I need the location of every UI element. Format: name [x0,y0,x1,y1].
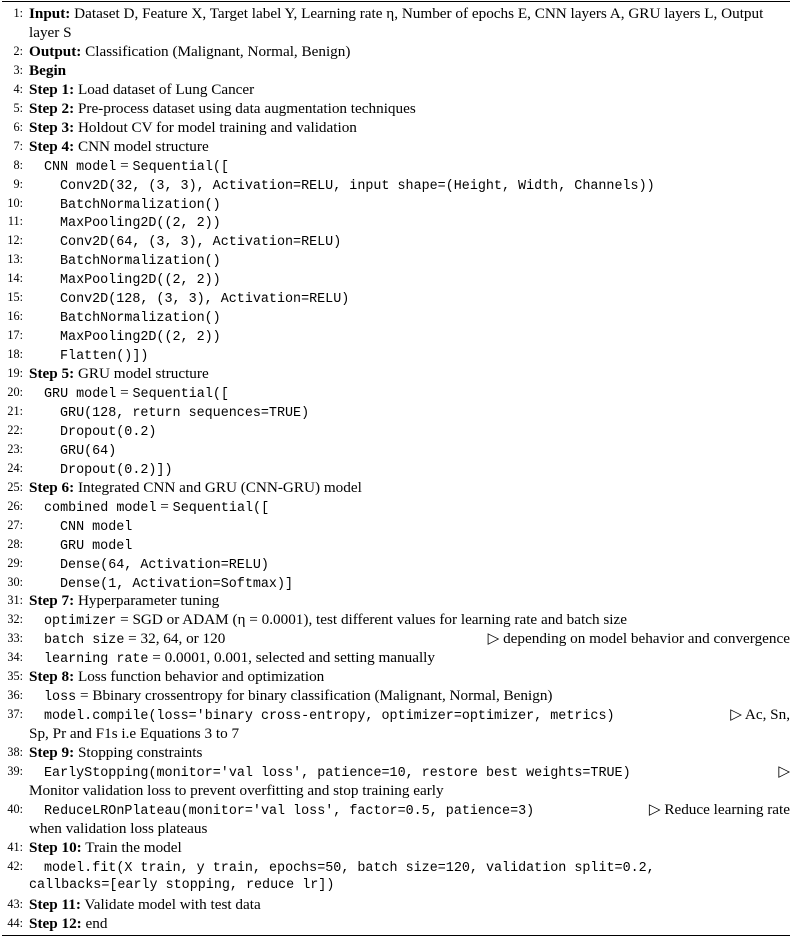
line-text [44,762,790,783]
code-text: batch size [44,633,125,649]
algorithm-line [2,478,790,497]
step-label: Input: [29,5,71,22]
algorithm-line [2,440,790,459]
line-text [29,364,790,383]
line-text [60,175,790,196]
line-number: 27: [7,517,23,532]
line-number: 23: [7,441,23,456]
line-number: 1: [13,6,23,20]
line-text: Monitor validation loss to prevent overfitting and stop training early [29,781,444,799]
code-text: Flatten()]) [60,349,149,365]
code-text: Dense(1, Activation=Softmax)] [60,576,294,592]
algorithm-line [2,137,790,156]
step-label: Step 4: [29,137,75,155]
line-number: 34: [7,650,23,665]
line-number: 37: [7,707,23,722]
line-number: 7: [13,138,23,153]
code-explain: = Bbinary crossentropy for binary classification (Malignant, Normal, Benign) [76,687,553,705]
code-text: GRU model [60,538,133,554]
code-text: EarlyStopping(monitor='val loss', patience=10, restore best weights=TRUE) [44,766,631,781]
step-label: Step 8: [29,668,75,686]
algorithm-line [2,819,790,838]
code-text: Dense(64, Activation=RELU) [60,557,269,573]
line-number: 18: [7,347,23,362]
code-text: Conv2D(32, (3, 3), Activation=RELU, input shape=(Height, Width, Channels)) [60,178,655,194]
algorithm-line [2,61,790,80]
algorithm-line [2,573,790,592]
algorithm-line [2,307,790,326]
line-text [60,573,790,594]
line-text [29,99,790,118]
code-text: BatchNormalization() [60,311,221,327]
line-text [29,80,790,99]
line-text [44,648,790,669]
line-number: 35: [7,669,23,684]
line-text [44,686,790,707]
algorithm-line [2,4,790,23]
step-label: Step 2: [29,99,75,117]
step-label: Step 11: [29,895,81,913]
top-rule [2,1,790,2]
line-number: 30: [7,574,23,589]
line-number: 22: [7,422,23,437]
code-text: model.compile(loss='binary cross-entropy, optimizer=optimizer, metrics) [44,709,615,725]
algorithm-line [2,212,790,231]
code-text: MaxPooling2D((2, 2)) [60,330,221,346]
line-number: 20: [7,385,23,399]
line-number: 10: [7,195,23,210]
line-text: layer S [29,23,72,41]
code-text: BatchNormalization() [60,197,221,213]
algorithm-line [2,459,790,478]
algorithm-line [2,288,790,307]
code-explain: = 0.0001, 0.001, selected and setting manually [148,649,435,667]
algorithm-line [2,194,790,213]
code-text: BatchNormalization() [60,254,221,270]
code-text: learning rate [44,652,149,668]
line-number: 39: [7,764,23,778]
line-text [29,838,790,857]
line-number: 14: [7,271,23,286]
step-text: Load dataset of Lung Cancer [74,80,255,98]
step-text: end [81,914,108,932]
step-text: Validate model with test data [80,895,261,913]
line-number: 3: [13,62,23,77]
algorithm-line [2,326,790,345]
step-label: Begin [29,61,67,79]
line-number: 24: [7,460,23,475]
code-explain: = SGD or ADAM (η = 0.0001), test different values for learning rate and batch size [116,611,627,629]
code-text: Dropout(0.2)]) [60,462,173,478]
line-number: 26: [7,498,23,513]
step-text: Pre-process dataset using data augmentation techniques [74,99,416,117]
line-comment: ▷ [778,763,790,780]
step-text: Train the model [81,838,182,856]
line-text [44,857,790,878]
line-number: 40: [7,801,23,816]
algorithm-line [2,914,790,933]
algorithm-line [2,629,790,648]
line-number: 25: [7,479,23,494]
algorithm-line [2,610,790,629]
line-text [60,212,790,233]
code-text: GRU(128, return sequences=TRUE) [60,405,310,421]
step-label: Step 10: [29,838,82,856]
line-number: 31: [7,593,23,608]
line-text [60,516,790,537]
line-number: 15: [7,290,23,305]
code-text: MaxPooling2D((2, 2)) [60,216,221,232]
code-text: GRU(64) [60,443,117,459]
algorithm-line [2,781,790,800]
line-number: 12: [7,233,23,248]
line-number: 41: [7,839,23,854]
line-number: 33: [7,631,23,646]
line-number: 6: [13,119,23,134]
algorithm-line [2,231,790,250]
step-label: Step 3: [29,118,75,136]
algorithm-line [2,762,790,781]
line-text [44,610,790,631]
line-number: 29: [7,555,23,570]
step-text: Classification (Malignant, Normal, Benign) [81,42,351,60]
algorithm-line [2,421,790,440]
algorithm-line [2,364,790,383]
line-number: 44: [7,915,23,930]
line-text [44,383,790,404]
code-explain: = [156,497,173,515]
line-number: 5: [13,100,23,115]
line-text [60,402,790,423]
code-text: GRU model [44,387,117,402]
line-text [29,118,790,137]
line-number: 43: [7,896,23,911]
line-text [29,895,790,914]
line-number: 32: [7,612,23,627]
algorithm-line [2,838,790,857]
step-text: Holdout CV for model training and validation [74,118,357,136]
algorithm-line [2,99,790,118]
line-text [29,667,790,686]
algorithm-line [2,42,790,61]
line-number: 16: [7,309,23,324]
step-label: Step 7: [29,592,75,610]
line-number: 21: [7,403,23,418]
step-text: CNN model structure [74,137,209,155]
line-text [60,231,790,252]
code-text: MaxPooling2D((2, 2)) [60,273,221,289]
algorithm-line [2,535,790,554]
line-text [44,705,790,726]
step-label: Output: [29,42,82,60]
line-text [60,326,790,347]
line-text [29,42,790,61]
algorithm-line [2,23,790,42]
code-text: optimizer [44,614,117,630]
line-number: 11: [7,214,23,229]
line-text [44,497,790,518]
step-label: Step 5: [29,365,75,383]
line-text [29,61,790,80]
line-text: Sp, Pr and F1s i.e Equations 3 to 7 [29,725,240,743]
line-number: 36: [7,688,23,703]
line-number: 38: [7,745,23,760]
code-text: combined model [44,500,157,516]
line-number: 13: [7,252,23,267]
algorithm-line [2,895,790,914]
line-text [60,307,790,328]
code-explain: = [116,156,133,174]
code-text: callbacks=[early stopping, reduce lr]) [29,877,335,893]
line-comment: ▷ depending on model behavior and convergence [487,630,790,648]
algorithm-line [2,383,790,402]
algorithm-line [2,156,790,175]
algorithm-line [2,118,790,137]
line-text [60,421,790,442]
algorithm-line [2,686,790,705]
algorithm-line [2,497,790,516]
algorithm-line [2,800,790,819]
code-text: ReduceLROnPlateau(monitor='val loss', factor=0.5, patience=3) [44,803,535,819]
code-text: Dropout(0.2) [60,424,157,440]
line-text [60,554,790,575]
line-text [60,250,790,271]
step-label: Step 6: [29,478,75,496]
line-comment: ▷ Reduce learning rate [648,800,790,818]
step-label: Step 1: [29,80,75,98]
step-label: Step 9: [29,744,75,762]
line-number: 19: [7,366,23,381]
step-text: Stopping constraints [74,744,203,762]
algorithm-line [2,80,790,99]
code-text: CNN model [60,519,133,535]
algorithm-line [2,857,790,876]
line-text: when validation loss plateaus [29,819,208,837]
code-explain: = [116,384,133,401]
code-text: Sequential([ [132,159,229,175]
algorithm-line [2,705,790,724]
line-number: 42: [7,858,23,873]
line-text [60,535,790,556]
algorithm-line [2,175,790,194]
algorithm-line [2,516,790,535]
code-text: Conv2D(64, (3, 3), Activation=RELU) [60,235,342,251]
code-text: Sequential([ [132,387,229,402]
algorithm-line [2,269,790,288]
algorithm-line [2,554,790,573]
algorithm-line [2,250,790,269]
line-text [60,288,790,309]
code-text: model.fit(X train, y train, epochs=50, batch size=120, validation split=0.2, [44,860,655,876]
code-explain: = 32, 64, or 120 [124,630,226,648]
line-number: 4: [13,81,23,96]
algorithm-line [2,402,790,421]
algorithm-line [2,724,790,743]
code-text: Sequential([ [172,500,270,516]
step-text: GRU model structure [74,365,209,383]
algorithm-line [2,345,790,364]
line-text [29,4,790,23]
step-text: Dataset D, Feature X, Target label Y, Learning rate η, Number of epochs E, CNN layers A, GRU layers L, Output [70,5,764,22]
line-text [29,914,790,933]
line-number: 2: [13,43,23,58]
algorithm-line [2,591,790,610]
step-text: Loss function behavior and optimization [74,668,325,686]
line-text [60,440,790,461]
line-number: 8: [13,157,23,172]
line-text [60,269,790,290]
algorithm-line [2,876,790,895]
line-number: 17: [7,328,23,343]
step-label: Step 12: [29,914,82,932]
step-text: Integrated CNN and GRU (CNN-GRU) model [74,478,362,496]
algorithm-line [2,648,790,667]
step-text: Hyperparameter tuning [74,592,220,610]
line-text [29,743,790,762]
code-text: Conv2D(128, (3, 3), Activation=RELU) [60,292,350,308]
line-number: 28: [7,536,23,551]
line-text [44,156,790,177]
line-comment: ▷ Ac, Sn, [730,706,790,724]
line-text [60,459,790,480]
line-text [29,478,790,497]
line-number: 9: [13,176,23,191]
algorithm-line [2,743,790,762]
bottom-rule [2,935,790,936]
algorithm-line [2,667,790,686]
line-text [60,345,790,366]
line-text [29,137,790,156]
code-text: loss [44,690,77,706]
code-text: CNN model [44,159,117,175]
line-text [29,591,790,610]
line-text [60,194,790,215]
